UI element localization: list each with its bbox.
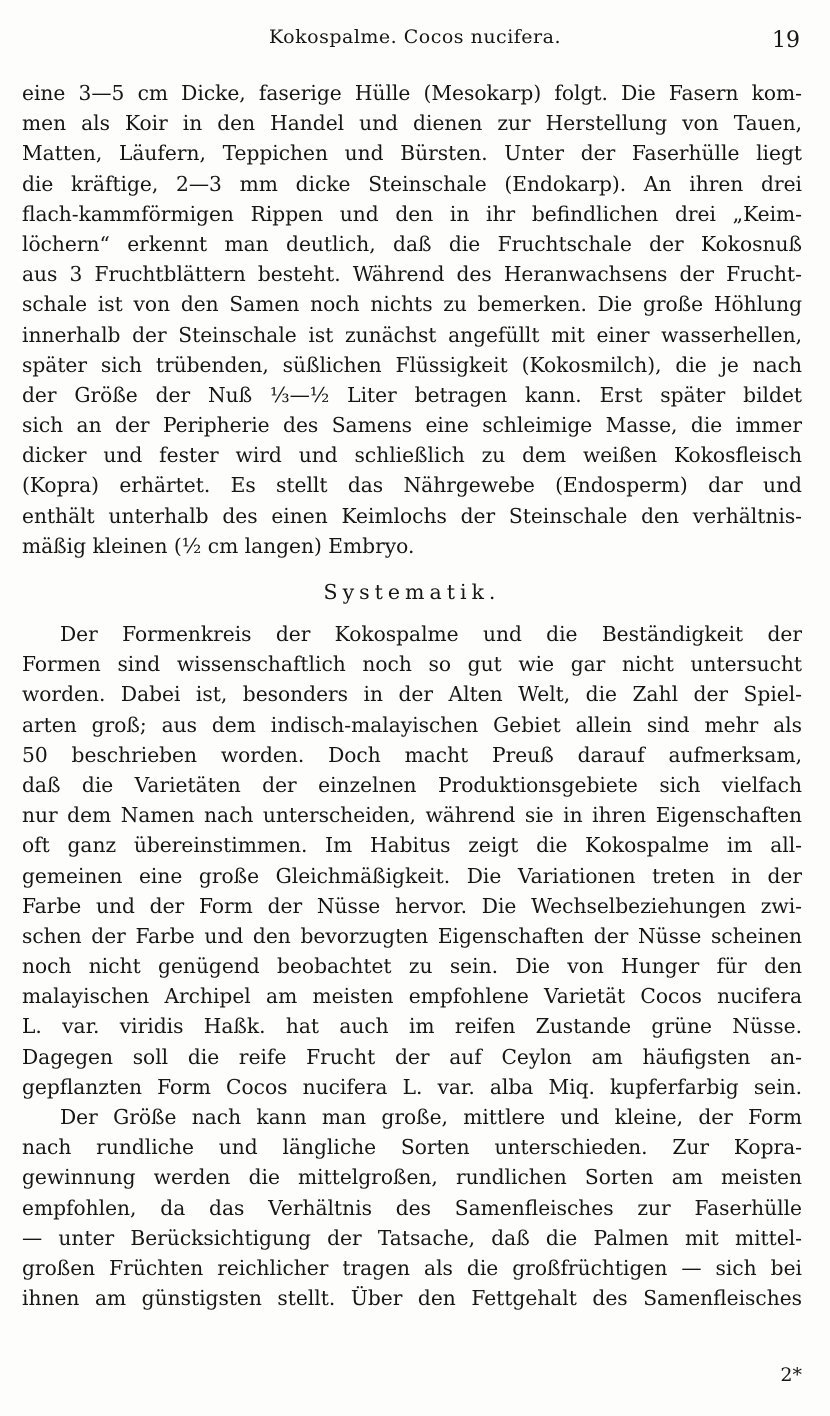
text-line: nach rundliche und längliche Sorten unterschieden. Zur Kopra- bbox=[22, 1135, 802, 1160]
text-line: arten groß; aus dem indisch-malayischen Gebiet allein sind mehr als bbox=[22, 712, 802, 737]
text-line: Formen sind wissenschaftlich noch so gut wie gar nicht untersucht bbox=[22, 652, 802, 677]
page-header bbox=[0, 22, 830, 62]
text-line: 50 beschrieben worden. Doch macht Preuß darauf aufmerksam, bbox=[22, 742, 802, 767]
text-line: der Größe der Nuß ⅓—½ Liter betragen kann. Erst später bildet bbox=[22, 382, 802, 407]
text-line: nur dem Namen nach unterscheiden, während sie in ihren Eigenschaften bbox=[22, 803, 802, 828]
text-line: noch nicht genügend beobachtet zu sein. Die von Hunger für den bbox=[22, 954, 802, 979]
text-line: gemeinen eine große Gleichmäßigkeit. Die Variationen treten in der bbox=[22, 863, 802, 888]
text-line: empfohlen, da das Verhältnis des Samenfleisches zur Faserhülle bbox=[22, 1195, 802, 1220]
text-line: aus 3 Fruchtblättern besteht. Während des Heranwachsens der Frucht- bbox=[22, 262, 802, 287]
body-text bbox=[22, 78, 802, 1313]
text-line: (Kopra) erhärtet. Es stellt das Nährgewebe (Endosperm) dar und bbox=[22, 473, 802, 498]
signature-mark: 2* bbox=[780, 1364, 802, 1386]
text-line: Matten, Läufern, Teppichen und Bürsten. Unter der Faserhülle liegt bbox=[22, 141, 802, 166]
text-line: gepflanzten Form Cocos nucifera L. var. alba Miq. kupferfarbig sein. bbox=[22, 1074, 802, 1099]
text-line: malayischen Archipel am meisten empfohlene Varietät Cocos nucifera bbox=[22, 984, 802, 1009]
paragraph-2 bbox=[22, 619, 802, 1102]
text-line: löchern“ erkennt man deutlich, daß die Fruchtschale der Kokosnuß bbox=[22, 231, 802, 256]
text-line: großen Früchten reichlicher tragen als die großfrüchtigen — sich bei bbox=[22, 1255, 802, 1280]
page-number: 19 bbox=[772, 28, 800, 53]
text-line: — unter Berücksichtigung der Tatsache, daß die Palmen mit mittel- bbox=[22, 1225, 802, 1250]
text-line: ihnen am günstigsten stellt. Über den Fettgehalt des Samenfleisches bbox=[22, 1286, 802, 1311]
paragraph-3 bbox=[22, 1102, 802, 1313]
text-line: dicker und fester wird und schließlich zu dem weißen Kokosfleisch bbox=[22, 443, 802, 468]
text-line: men als Koir in den Handel und dienen zur Herstellung von Tauen, bbox=[22, 111, 802, 136]
text-line: schen der Farbe und den bevorzugten Eigenschaften der Nüsse scheinen bbox=[22, 923, 802, 948]
section-heading: Systematik. bbox=[323, 580, 501, 604]
text-line: enthält unterhalb des einen Keimlochs der Steinschale den verhältnis- bbox=[22, 503, 802, 528]
running-head: Kokospalme. Cocos nucifera. bbox=[269, 26, 561, 48]
text-line: Der Formenkreis der Kokospalme und die Beständigkeit der bbox=[60, 622, 802, 646]
text-line: L. var. viridis Haßk. hat auch im reifen Zustande grüne Nüsse. bbox=[22, 1014, 802, 1039]
text-line: schale ist von den Samen noch nichts zu bemerken. Die große Höhlung bbox=[22, 292, 802, 317]
text-line: flach-kammförmigen Rippen und den in ihr befindlichen drei „Keim- bbox=[22, 201, 802, 226]
text-line: Der Größe nach kann man große, mittlere und kleine, der Form bbox=[60, 1105, 802, 1129]
text-line: Dagegen soll die reife Frucht der auf Ceylon am häufigsten an- bbox=[22, 1044, 802, 1069]
text-line: daß die Varietäten der einzelnen Produktionsgebiete sich vielfach bbox=[22, 772, 802, 797]
text-line: später sich trübenden, süßlichen Flüssigkeit (Kokosmilch), die je nach bbox=[22, 352, 802, 377]
text-line: eine 3—5 cm Dicke, faserige Hülle (Mesokarp) folgt. Die Fasern kom- bbox=[22, 81, 802, 105]
text-line: oft ganz übereinstimmen. Im Habitus zeigt die Kokospalme im all- bbox=[22, 833, 802, 858]
text-line: sich an der Peripherie des Samens eine schleimige Masse, die immer bbox=[22, 413, 802, 438]
text-line: innerhalb der Steinschale ist zunächst angefüllt mit einer wasserhellen, bbox=[22, 322, 802, 347]
text-line: worden. Dabei ist, besonders in der Alten Welt, die Zahl der Spiel- bbox=[22, 682, 802, 707]
text-line: mäßig kleinen (½ cm langen) Embryo. bbox=[22, 533, 415, 558]
text-line: Farbe und der Form der Nüsse hervor. Die Wechselbeziehungen zwi- bbox=[22, 893, 802, 918]
text-line: gewinnung werden die mittelgroßen, rundlichen Sorten am meisten bbox=[22, 1165, 802, 1190]
text-line: die kräftige, 2—3 mm dicke Steinschale (Endokarp). An ihren drei bbox=[22, 171, 802, 196]
paragraph-1 bbox=[22, 78, 802, 561]
